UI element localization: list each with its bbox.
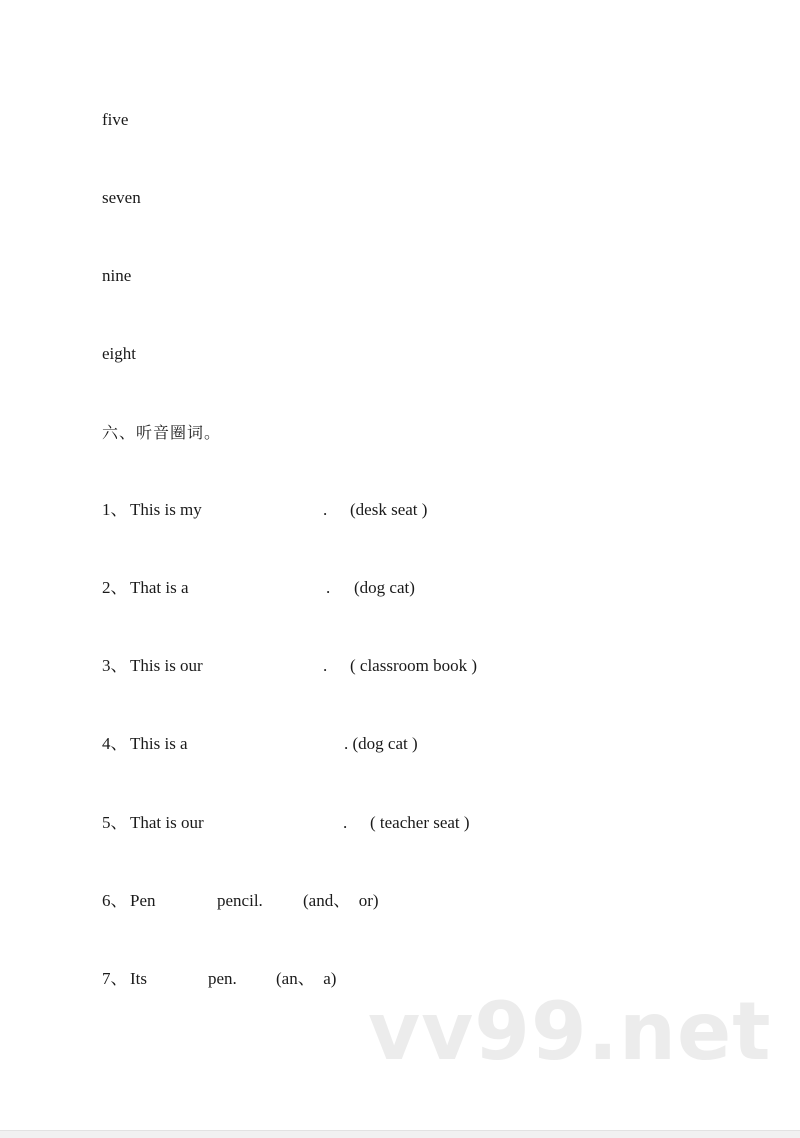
question-number: 6、 <box>102 891 128 910</box>
question-number: 1、 <box>102 500 128 519</box>
question-number: 3、 <box>102 656 128 675</box>
question-number: 2、 <box>102 578 128 597</box>
question-stem: This is my <box>130 500 202 519</box>
watermark: vv99.net <box>368 985 772 1078</box>
question-options: (dog cat) <box>354 578 415 597</box>
question-options: (and、 or) <box>303 891 379 910</box>
word-five: five <box>102 110 129 129</box>
question-end-options: . (dog cat ) <box>344 734 418 753</box>
question-mid: pencil. <box>217 891 263 910</box>
question-number: 7、 <box>102 969 128 988</box>
word-eight: eight <box>102 344 136 363</box>
question-end: . <box>326 578 331 597</box>
question-stem: Its <box>130 969 147 988</box>
question-number: 5、 <box>102 813 128 832</box>
question-stem: Pen <box>130 891 156 910</box>
question-options: ( teacher seat ) <box>370 813 470 832</box>
question-stem: This is a <box>130 734 188 753</box>
question-stem: This is our <box>130 656 203 675</box>
question-end: . <box>323 500 328 519</box>
word-seven: seven <box>102 188 141 207</box>
question-stem: That is our <box>130 813 204 832</box>
section-heading: 六、听音圈词。 <box>102 423 222 442</box>
question-stem: That is a <box>130 578 189 597</box>
question-options: (desk seat ) <box>350 500 428 519</box>
question-mid: pen. <box>208 969 237 988</box>
question-number: 4、 <box>102 734 128 753</box>
question-end: . <box>343 813 348 832</box>
question-end: . <box>323 656 328 675</box>
question-options: (an、 a) <box>276 969 337 988</box>
question-options: ( classroom book ) <box>350 656 478 675</box>
word-nine: nine <box>102 266 132 285</box>
